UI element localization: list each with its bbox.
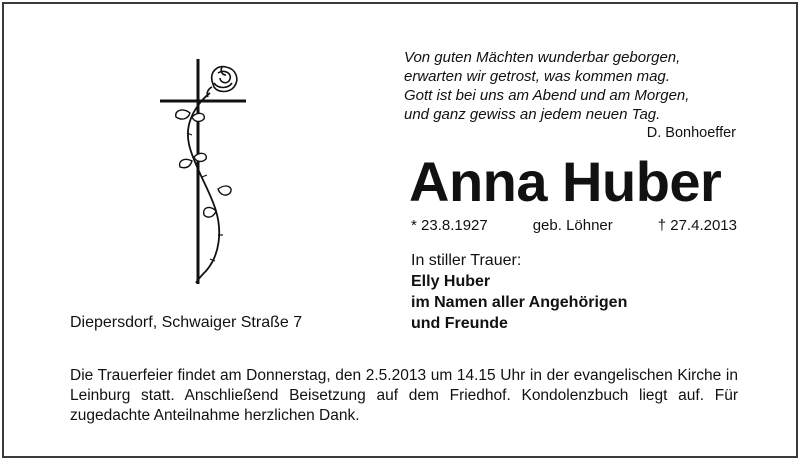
mourning-intro: In stiller Trauer: xyxy=(411,252,522,269)
quote-author: D. Bonhoeffer xyxy=(646,125,736,141)
life-dates xyxy=(411,217,737,235)
maiden-name: geb. Löhner xyxy=(532,217,613,234)
birth-date: * 23.8.1927 xyxy=(411,217,488,234)
cross-with-rose-icon xyxy=(154,59,254,291)
mourners-block xyxy=(411,250,741,334)
death-date: † 27.4.2013 xyxy=(657,217,737,234)
funeral-announcement: Die Trauerfeier findet am Donnerstag, den 2.5.2013 um 14.15 Uhr in der evangelischen Kirche in Leinburg statt. Anschließend Beisetzung auf dem Friedhof. Kondolenzbuch liegt auf. Für zugedachte Anteilnahme herzlichen Dank. xyxy=(70,367,738,424)
quote-line-4: und ganz gewiss an jedem neuen Tag. xyxy=(404,106,661,123)
quote-line-3: Gott ist bei uns am Abend und am Morgen, xyxy=(404,87,690,104)
bonhoeffer-quote xyxy=(404,48,736,143)
mourner-line-2: im Namen aller Angehörigen xyxy=(411,294,628,311)
obituary-notice xyxy=(2,2,798,458)
mourner-line-3: und Freunde xyxy=(411,315,508,332)
quote-line-2: erwarten wir getrost, was kommen mag. xyxy=(404,68,670,85)
family-address: Diepersdorf, Schwaiger Straße 7 xyxy=(70,314,303,331)
mourner-line-1: Elly Huber xyxy=(411,273,491,290)
deceased-name: Anna Huber xyxy=(409,150,722,213)
quote-line-1: Von guten Mächten wunderbar geborgen, xyxy=(404,49,681,66)
